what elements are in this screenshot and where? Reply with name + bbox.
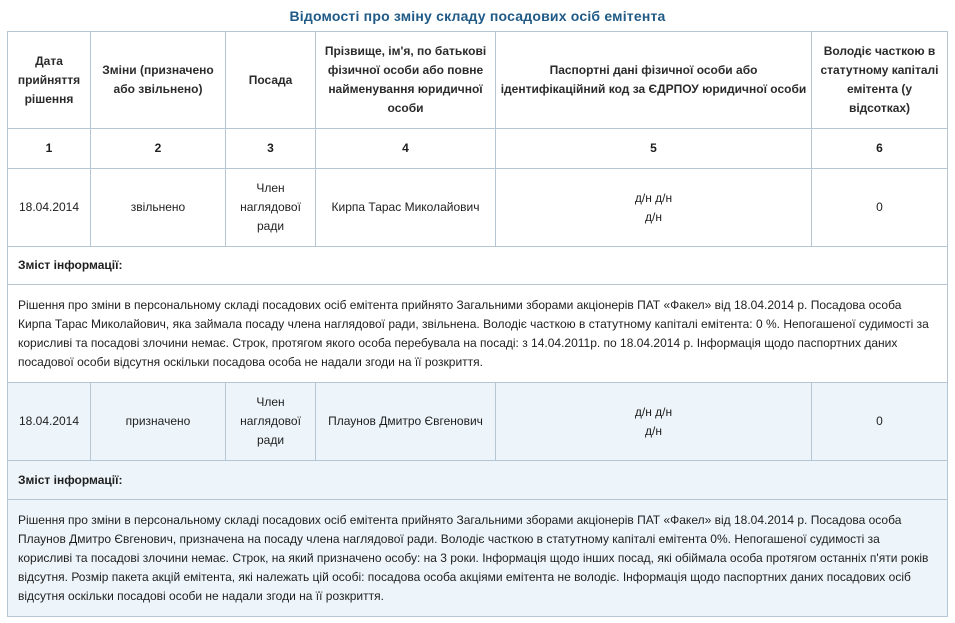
share-percent: 0 bbox=[812, 169, 948, 247]
info-label-row bbox=[8, 461, 948, 500]
info-label: Зміст інформації: bbox=[8, 247, 948, 285]
person-name: Кирпа Тарас Миколайович bbox=[316, 169, 496, 247]
passport-data bbox=[496, 383, 812, 461]
page-title: Відомості про зміну складу посадових осіб емітента bbox=[289, 8, 666, 24]
share-percent: 0 bbox=[812, 383, 948, 461]
info-text: Рішення про зміни в персональному складі посадових осіб емітента прийнято Загальними зборами акціонерів ПАТ «Факел» від 18.04.2014 р. Посадова особа Плаунов Дмитро Євгенович, призначена на посаду члена наглядової ради. Володіє часткою в статутному капіталі емітента 0%. Непогашеної судимості за корисливі та посадові злочини немає. Строк, на який призначено особу: на 3 роки. Інформація щодо інших посад, які обіймала особа протягом останніх п'яти років відсутня. Розмір пакета акцій емітента, які належать цій особі: посадова особа акціями емітента не володіє. Інформація щодо паспортних даних посадових осіб відсутня оскільки посадові особи не надали згоди на її розкриття. bbox=[8, 500, 948, 617]
passport-line: д/н bbox=[645, 209, 662, 224]
column-number: 6 bbox=[812, 129, 948, 169]
info-text-row bbox=[8, 500, 948, 617]
header-position: Посада bbox=[226, 32, 316, 129]
table-row bbox=[8, 383, 948, 461]
passport-line: д/н bbox=[645, 423, 662, 438]
decision-date: 18.04.2014 bbox=[8, 383, 91, 461]
column-number-row bbox=[8, 129, 948, 169]
info-text-row bbox=[8, 285, 948, 383]
change-type: звільнено bbox=[91, 169, 226, 247]
header-row bbox=[8, 32, 948, 129]
passport-data bbox=[496, 169, 812, 247]
column-number: 2 bbox=[91, 129, 226, 169]
officials-changes-table bbox=[7, 31, 948, 617]
header-date: Дата прийняття рішення bbox=[8, 32, 91, 129]
header-change: Зміни (призначено або звільнено) bbox=[91, 32, 226, 129]
header-name: Прізвище, ім'я, по батькові фізичної особи або повне найменування юридичної особи bbox=[316, 32, 496, 129]
column-number: 1 bbox=[8, 129, 91, 169]
info-label: Зміст інформації: bbox=[8, 461, 948, 500]
column-number: 3 bbox=[226, 129, 316, 169]
person-name: Плаунов Дмитро Євгенович bbox=[316, 383, 496, 461]
position: Член наглядової ради bbox=[226, 169, 316, 247]
table-row bbox=[8, 169, 948, 247]
info-label-row bbox=[8, 247, 948, 285]
header-passport: Паспортні дані фізичної особи або ідентифікаційний код за ЄДРПОУ юридичної особи bbox=[496, 32, 812, 129]
position: Член наглядової ради bbox=[226, 383, 316, 461]
decision-date: 18.04.2014 bbox=[8, 169, 91, 247]
change-type: призначено bbox=[91, 383, 226, 461]
passport-line: д/н д/н bbox=[634, 404, 673, 419]
passport-line: д/н д/н bbox=[634, 190, 673, 205]
column-number: 4 bbox=[316, 129, 496, 169]
info-text: Рішення про зміни в персональному складі посадових осіб емітента прийнято Загальними зборами акціонерів ПАТ «Факел» від 18.04.2014 р. Посадова особа Кирпа Тарас Миколайович, яка займала посаду члена наглядової ради, звільнена. Володіє часткою в статутному капіталі емітента: 0 %. Непогашеної судимості за корисливі та посадові злочини немає. Строк, протягом якого особа перебувала на посаді: з 14.04.2011р. по 18.04.2014 р. Інформація щодо паспортних даних посадової особи відсутня оскільки посадова особа не надали згоди на її розкриття. bbox=[8, 285, 948, 383]
column-number: 5 bbox=[496, 129, 812, 169]
header-share: Володіє часткою в статутному капіталі емітента (у відсотках) bbox=[812, 32, 948, 129]
